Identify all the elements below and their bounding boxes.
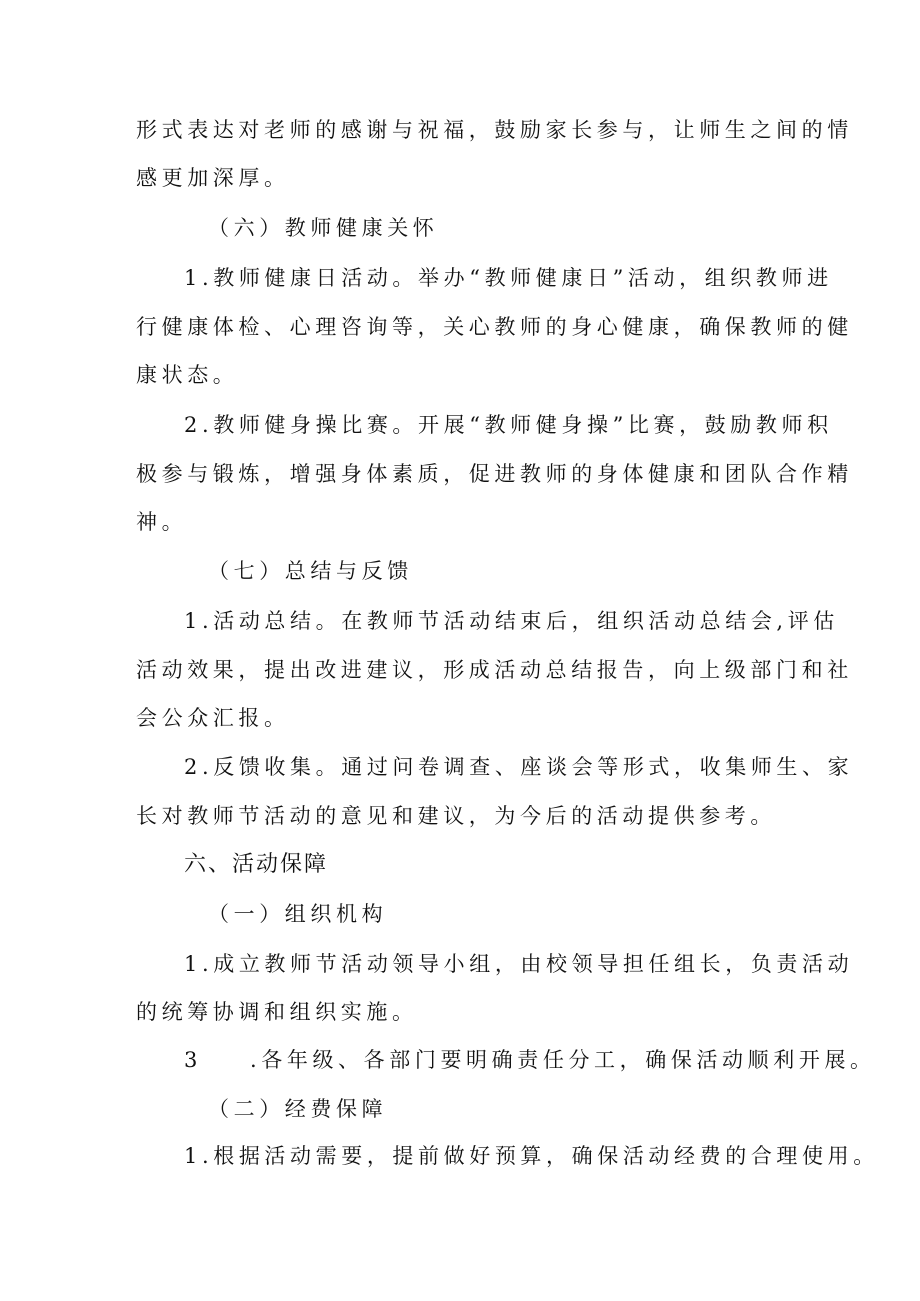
item-summary-line-2: 活动效果，提出改进建议，形成活动总结报告，向上级部门和社: [136, 658, 853, 682]
subheading-funding: （二）经费保障: [208, 1097, 388, 1121]
subheading-organization: （一）组织机构: [208, 902, 388, 926]
item-leadership-group-line-1: 1.成立教师节活动领导小组，由校领导担任组长，负责活动: [184, 952, 854, 976]
item-health-day-line-1: 1.教师健康日活动。举办“教师健康日”活动，组织教师进: [184, 266, 833, 290]
paragraph-continuation-line-1: 形式表达对老师的感谢与祝福，鼓励家长参与，让师生之间的情: [136, 118, 853, 142]
item-fitness-contest-line-1: 2.教师健身操比赛。开展“教师健身操”比赛，鼓励教师积: [184, 413, 833, 437]
item-budget-line-1: 1.根据活动需要，提前做好预算，确保活动经费的合理使用。: [184, 1144, 879, 1168]
item-responsibility: [184, 1046, 876, 1074]
section-heading-guarantee: 六、活动保障: [184, 852, 329, 877]
item-leadership-group-line-2: 的统筹协调和组织实施。: [136, 1000, 418, 1024]
item-feedback-line-1: 2.反馈收集。通过问卷调查、座谈会等形式，收集师生、家: [184, 755, 854, 779]
subheading-summary-feedback: （七）总结与反馈: [208, 559, 413, 583]
item-health-day-line-3: 康状态。: [136, 363, 239, 387]
paragraph-continuation-line-2: 感更加深厚。: [136, 166, 290, 190]
item-health-day-line-2: 行健康体检、心理咨询等，关心教师的身心健康，确保教师的健: [136, 315, 853, 339]
item-summary-line-1: 1.活动总结。在教师节活动结束后，组织活动总结会,评估: [184, 609, 839, 633]
item-text: .各年级、各部门要明确责任分工，确保活动顺利开展。: [249, 1048, 876, 1072]
item-number: 3: [184, 1048, 202, 1072]
item-summary-line-3: 会公众汇报。: [136, 706, 290, 730]
item-fitness-contest-line-3: 神。: [136, 510, 188, 534]
subheading-teacher-health: （六）教师健康关怀: [208, 216, 439, 240]
item-feedback-line-2: 长对教师节活动的意见和建议，为今后的活动提供参考。: [136, 804, 776, 828]
item-fitness-contest-line-2: 极参与锻炼，增强身体素质，促进教师的身体健康和团队合作精: [136, 462, 853, 486]
